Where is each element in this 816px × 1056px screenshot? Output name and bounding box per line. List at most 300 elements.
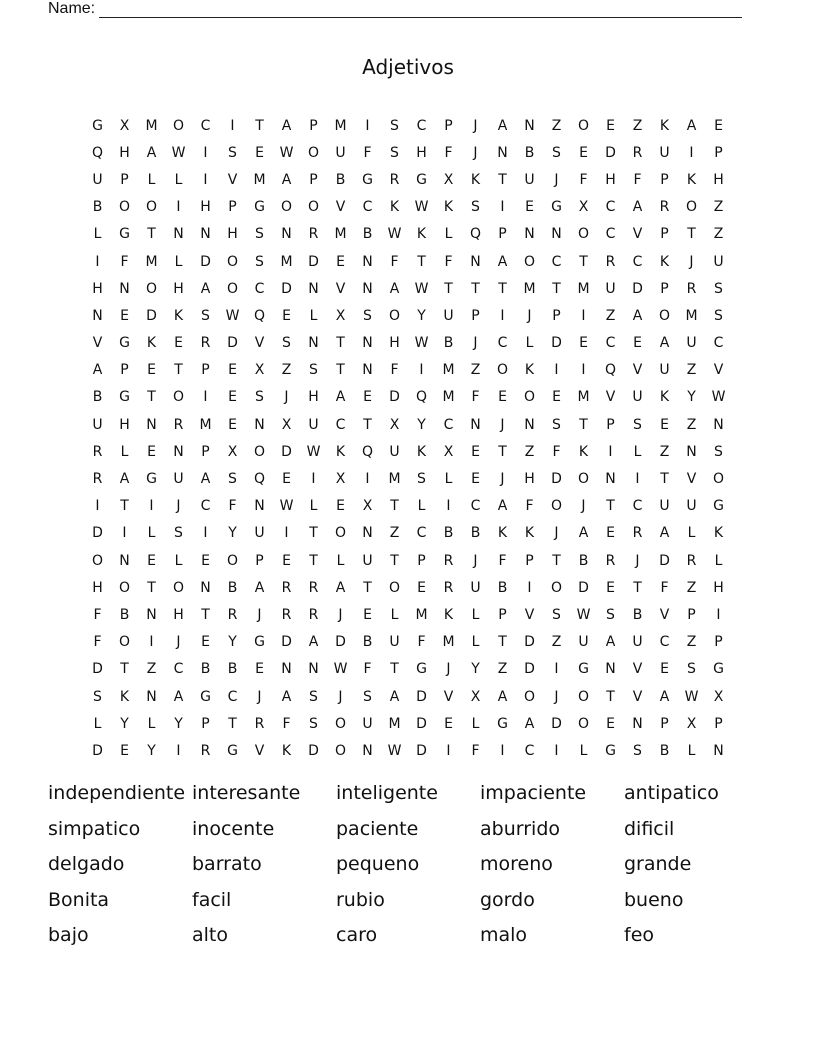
- grid-letter[interactable]: I: [689, 144, 694, 161]
- grid-letter[interactable]: C: [632, 253, 643, 270]
- grid-letter[interactable]: S: [714, 280, 723, 297]
- grid-letter[interactable]: J: [554, 688, 559, 705]
- grid-letter[interactable]: W: [414, 280, 429, 297]
- grid-letter[interactable]: O: [226, 280, 239, 297]
- grid-letter[interactable]: L: [714, 552, 723, 569]
- grid-letter[interactable]: E: [255, 661, 264, 678]
- grid-letter[interactable]: A: [146, 144, 157, 161]
- grid-letter[interactable]: G: [551, 199, 562, 216]
- grid-letter[interactable]: E: [471, 443, 480, 460]
- grid-letter[interactable]: D: [551, 471, 562, 488]
- grid-letter[interactable]: E: [471, 471, 480, 488]
- grid-letter[interactable]: B: [578, 552, 589, 569]
- grid-letter[interactable]: U: [686, 335, 697, 352]
- grid-letter[interactable]: D: [416, 742, 427, 759]
- grid-letter[interactable]: N: [119, 552, 130, 569]
- grid-letter[interactable]: M: [577, 280, 590, 297]
- grid-letter[interactable]: A: [632, 199, 643, 216]
- grid-letter[interactable]: R: [308, 606, 319, 623]
- grid-letter[interactable]: T: [363, 579, 372, 596]
- grid-letter[interactable]: B: [497, 579, 508, 596]
- grid-letter[interactable]: S: [714, 443, 723, 460]
- grid-letter[interactable]: J: [500, 416, 505, 433]
- grid-letter[interactable]: G: [119, 389, 130, 406]
- grid-letter[interactable]: Z: [659, 443, 670, 460]
- grid-letter[interactable]: C: [632, 498, 643, 515]
- grid-letter[interactable]: S: [552, 144, 561, 161]
- grid-letter[interactable]: S: [228, 471, 237, 488]
- grid-letter[interactable]: E: [282, 552, 291, 569]
- grid-letter[interactable]: V: [632, 688, 643, 705]
- grid-letter[interactable]: S: [93, 688, 102, 705]
- grid-letter[interactable]: I: [203, 389, 208, 406]
- grid-letter[interactable]: J: [554, 525, 559, 542]
- grid-letter[interactable]: E: [201, 552, 210, 569]
- grid-letter[interactable]: G: [362, 171, 373, 188]
- grid-letter[interactable]: L: [120, 443, 129, 460]
- grid-letter[interactable]: V: [524, 606, 535, 623]
- grid-letter[interactable]: A: [200, 280, 211, 297]
- grid-letter[interactable]: J: [689, 253, 694, 270]
- grid-letter[interactable]: Y: [417, 416, 426, 433]
- grid-letter[interactable]: W: [171, 144, 186, 161]
- grid-letter[interactable]: V: [632, 661, 643, 678]
- grid-letter[interactable]: S: [552, 416, 561, 433]
- grid-letter[interactable]: U: [362, 552, 373, 569]
- grid-letter[interactable]: H: [173, 280, 184, 297]
- grid-letter[interactable]: O: [334, 715, 347, 732]
- grid-letter[interactable]: B: [92, 389, 103, 406]
- grid-letter[interactable]: S: [363, 688, 372, 705]
- grid-letter[interactable]: W: [279, 144, 294, 161]
- grid-letter[interactable]: C: [605, 199, 616, 216]
- grid-letter[interactable]: O: [550, 579, 563, 596]
- grid-letter[interactable]: T: [120, 661, 129, 678]
- grid-letter[interactable]: O: [658, 307, 671, 324]
- grid-letter[interactable]: O: [577, 715, 590, 732]
- grid-letter[interactable]: K: [659, 253, 670, 270]
- grid-letter[interactable]: L: [93, 715, 102, 732]
- grid-letter[interactable]: A: [254, 579, 265, 596]
- grid-letter[interactable]: O: [253, 443, 266, 460]
- grid-letter[interactable]: T: [579, 253, 588, 270]
- grid-letter[interactable]: E: [201, 634, 210, 651]
- grid-letter[interactable]: V: [659, 606, 670, 623]
- grid-letter[interactable]: L: [174, 171, 183, 188]
- grid-letter[interactable]: H: [389, 335, 400, 352]
- grid-letter[interactable]: F: [471, 389, 480, 406]
- grid-letter[interactable]: T: [687, 226, 696, 243]
- grid-letter[interactable]: P: [201, 362, 210, 379]
- grid-letter[interactable]: L: [633, 443, 642, 460]
- grid-letter[interactable]: T: [498, 443, 507, 460]
- grid-letter[interactable]: D: [281, 634, 292, 651]
- grid-letter[interactable]: C: [524, 742, 535, 759]
- grid-letter[interactable]: N: [551, 226, 562, 243]
- grid-letter[interactable]: N: [713, 416, 724, 433]
- grid-letter[interactable]: Z: [146, 661, 157, 678]
- grid-letter[interactable]: G: [605, 742, 616, 759]
- grid-letter[interactable]: L: [444, 226, 453, 243]
- grid-letter[interactable]: F: [444, 253, 453, 270]
- grid-letter[interactable]: T: [498, 280, 507, 297]
- grid-letter[interactable]: T: [390, 498, 399, 515]
- grid-letter[interactable]: E: [444, 715, 453, 732]
- grid-letter[interactable]: D: [200, 253, 211, 270]
- grid-letter[interactable]: N: [470, 416, 481, 433]
- grid-letter[interactable]: O: [577, 688, 590, 705]
- grid-letter[interactable]: R: [92, 443, 103, 460]
- grid-letter[interactable]: W: [279, 498, 294, 515]
- grid-letter[interactable]: X: [335, 307, 346, 324]
- grid-letter[interactable]: J: [338, 688, 343, 705]
- grid-letter[interactable]: N: [173, 443, 184, 460]
- grid-letter[interactable]: L: [579, 742, 588, 759]
- grid-letter[interactable]: E: [336, 253, 345, 270]
- grid-letter[interactable]: J: [284, 389, 289, 406]
- grid-letter[interactable]: E: [228, 389, 237, 406]
- grid-letter[interactable]: I: [500, 199, 505, 216]
- grid-letter[interactable]: R: [173, 416, 184, 433]
- grid-letter[interactable]: N: [362, 362, 373, 379]
- grid-letter[interactable]: I: [365, 117, 370, 134]
- grid-letter[interactable]: R: [605, 552, 616, 569]
- grid-letter[interactable]: D: [551, 715, 562, 732]
- grid-letter[interactable]: M: [334, 226, 347, 243]
- grid-letter[interactable]: F: [93, 606, 102, 623]
- grid-letter[interactable]: D: [281, 280, 292, 297]
- grid-letter[interactable]: J: [500, 471, 505, 488]
- grid-letter[interactable]: C: [173, 661, 184, 678]
- grid-letter[interactable]: L: [147, 715, 156, 732]
- grid-letter[interactable]: R: [92, 471, 103, 488]
- grid-letter[interactable]: T: [660, 471, 669, 488]
- grid-letter[interactable]: F: [228, 498, 237, 515]
- grid-letter[interactable]: J: [527, 307, 532, 324]
- grid-letter[interactable]: Q: [415, 389, 428, 406]
- grid-letter[interactable]: S: [471, 199, 480, 216]
- grid-letter[interactable]: K: [443, 606, 454, 623]
- grid-letter[interactable]: V: [686, 471, 697, 488]
- grid-letter[interactable]: T: [390, 552, 399, 569]
- grid-letter[interactable]: E: [255, 144, 264, 161]
- grid-letter[interactable]: F: [363, 661, 372, 678]
- grid-letter[interactable]: O: [712, 471, 725, 488]
- grid-letter[interactable]: F: [282, 715, 291, 732]
- grid-letter[interactable]: R: [389, 171, 400, 188]
- grid-letter[interactable]: K: [281, 742, 292, 759]
- grid-letter[interactable]: N: [173, 226, 184, 243]
- grid-letter[interactable]: A: [281, 688, 292, 705]
- grid-letter[interactable]: K: [578, 443, 589, 460]
- grid-letter[interactable]: P: [255, 552, 264, 569]
- grid-letter[interactable]: E: [579, 335, 588, 352]
- grid-letter[interactable]: R: [254, 715, 265, 732]
- grid-letter[interactable]: H: [524, 471, 535, 488]
- grid-letter[interactable]: T: [390, 661, 399, 678]
- grid-letter[interactable]: B: [524, 144, 535, 161]
- grid-letter[interactable]: U: [389, 443, 400, 460]
- grid-letter[interactable]: O: [118, 199, 131, 216]
- grid-letter[interactable]: N: [254, 498, 265, 515]
- grid-letter[interactable]: P: [498, 226, 507, 243]
- grid-letter[interactable]: P: [228, 199, 237, 216]
- grid-letter[interactable]: E: [336, 498, 345, 515]
- grid-letter[interactable]: D: [659, 552, 670, 569]
- grid-letter[interactable]: P: [120, 171, 129, 188]
- grid-letter[interactable]: L: [174, 552, 183, 569]
- grid-letter[interactable]: N: [605, 471, 616, 488]
- grid-letter[interactable]: C: [713, 335, 724, 352]
- grid-letter[interactable]: I: [608, 443, 613, 460]
- grid-letter[interactable]: D: [308, 742, 319, 759]
- grid-letter[interactable]: Q: [253, 471, 266, 488]
- grid-letter[interactable]: I: [95, 498, 100, 515]
- grid-letter[interactable]: H: [416, 144, 427, 161]
- grid-letter[interactable]: W: [306, 443, 321, 460]
- grid-letter[interactable]: J: [473, 335, 478, 352]
- grid-letter[interactable]: X: [713, 688, 724, 705]
- grid-letter[interactable]: A: [497, 253, 508, 270]
- grid-letter[interactable]: I: [176, 199, 181, 216]
- grid-letter[interactable]: K: [524, 362, 535, 379]
- grid-letter[interactable]: T: [120, 498, 129, 515]
- grid-letter[interactable]: X: [227, 443, 238, 460]
- grid-letter[interactable]: O: [172, 117, 185, 134]
- grid-letter[interactable]: W: [333, 661, 348, 678]
- grid-letter[interactable]: K: [443, 199, 454, 216]
- grid-letter[interactable]: R: [308, 226, 319, 243]
- grid-letter[interactable]: E: [660, 661, 669, 678]
- grid-letter[interactable]: I: [716, 606, 721, 623]
- grid-letter[interactable]: S: [201, 307, 210, 324]
- grid-letter[interactable]: D: [308, 253, 319, 270]
- grid-letter[interactable]: S: [309, 688, 318, 705]
- grid-letter[interactable]: I: [122, 525, 127, 542]
- grid-letter[interactable]: H: [173, 606, 184, 623]
- grid-letter[interactable]: Z: [281, 362, 292, 379]
- name-field[interactable]: [48, 0, 742, 18]
- grid-letter[interactable]: C: [200, 498, 211, 515]
- grid-letter[interactable]: M: [145, 117, 158, 134]
- grid-letter[interactable]: H: [119, 416, 130, 433]
- grid-letter[interactable]: U: [632, 389, 643, 406]
- grid-letter[interactable]: A: [632, 307, 643, 324]
- grid-letter[interactable]: A: [659, 525, 670, 542]
- grid-letter[interactable]: C: [605, 335, 616, 352]
- grid-letter[interactable]: O: [388, 307, 401, 324]
- grid-letter[interactable]: I: [635, 471, 640, 488]
- grid-letter[interactable]: E: [120, 307, 129, 324]
- grid-letter[interactable]: V: [443, 688, 454, 705]
- grid-letter[interactable]: H: [119, 144, 130, 161]
- grid-letter[interactable]: N: [308, 335, 319, 352]
- grid-letter[interactable]: O: [334, 525, 347, 542]
- grid-letter[interactable]: U: [92, 171, 103, 188]
- grid-letter[interactable]: M: [199, 416, 212, 433]
- grid-letter[interactable]: Z: [686, 362, 697, 379]
- grid-letter[interactable]: E: [417, 579, 426, 596]
- grid-letter[interactable]: M: [442, 362, 455, 379]
- grid-letter[interactable]: D: [605, 144, 616, 161]
- grid-letter[interactable]: L: [174, 253, 183, 270]
- grid-letter[interactable]: A: [92, 362, 103, 379]
- grid-letter[interactable]: X: [443, 171, 454, 188]
- grid-letter[interactable]: T: [309, 552, 318, 569]
- grid-letter[interactable]: K: [713, 525, 724, 542]
- grid-letter[interactable]: E: [606, 525, 615, 542]
- grid-letter[interactable]: O: [280, 199, 293, 216]
- grid-letter[interactable]: U: [659, 498, 670, 515]
- grid-letter[interactable]: G: [119, 335, 130, 352]
- grid-letter[interactable]: G: [200, 688, 211, 705]
- grid-letter[interactable]: N: [362, 525, 373, 542]
- grid-letter[interactable]: N: [362, 742, 373, 759]
- grid-letter[interactable]: V: [713, 362, 724, 379]
- grid-letter[interactable]: Y: [174, 715, 183, 732]
- grid-letter[interactable]: O: [577, 226, 590, 243]
- grid-letter[interactable]: I: [527, 579, 532, 596]
- grid-letter[interactable]: S: [174, 525, 183, 542]
- grid-letter[interactable]: C: [470, 498, 481, 515]
- grid-letter[interactable]: Q: [91, 144, 104, 161]
- grid-letter[interactable]: T: [498, 171, 507, 188]
- grid-letter[interactable]: P: [444, 117, 453, 134]
- grid-letter[interactable]: B: [362, 226, 373, 243]
- grid-letter[interactable]: B: [335, 171, 346, 188]
- grid-letter[interactable]: V: [632, 226, 643, 243]
- grid-letter[interactable]: I: [554, 742, 559, 759]
- grid-letter[interactable]: Q: [361, 443, 374, 460]
- grid-letter[interactable]: G: [578, 661, 589, 678]
- grid-letter[interactable]: Z: [713, 226, 724, 243]
- grid-letter[interactable]: A: [659, 688, 670, 705]
- grid-letter[interactable]: F: [498, 552, 507, 569]
- grid-letter[interactable]: M: [442, 389, 455, 406]
- grid-letter[interactable]: M: [523, 280, 536, 297]
- grid-letter[interactable]: C: [497, 335, 508, 352]
- grid-letter[interactable]: M: [388, 715, 401, 732]
- grid-letter[interactable]: U: [335, 144, 346, 161]
- grid-letter[interactable]: O: [496, 362, 509, 379]
- grid-letter[interactable]: Q: [253, 307, 266, 324]
- grid-letter[interactable]: J: [338, 606, 343, 623]
- grid-letter[interactable]: F: [363, 144, 372, 161]
- grid-letter[interactable]: L: [336, 552, 345, 569]
- grid-letter[interactable]: U: [578, 634, 589, 651]
- grid-letter[interactable]: X: [254, 362, 265, 379]
- grid-letter[interactable]: F: [120, 253, 129, 270]
- grid-letter[interactable]: L: [417, 498, 426, 515]
- grid-letter[interactable]: U: [389, 634, 400, 651]
- grid-letter[interactable]: E: [147, 443, 156, 460]
- grid-letter[interactable]: B: [632, 606, 643, 623]
- grid-letter[interactable]: H: [605, 171, 616, 188]
- grid-letter[interactable]: A: [389, 688, 400, 705]
- grid-letter[interactable]: M: [388, 471, 401, 488]
- grid-letter[interactable]: P: [714, 715, 723, 732]
- grid-letter[interactable]: O: [145, 199, 158, 216]
- grid-letter[interactable]: C: [443, 416, 454, 433]
- grid-letter[interactable]: B: [200, 661, 211, 678]
- grid-letter[interactable]: K: [470, 171, 481, 188]
- grid-letter[interactable]: J: [176, 498, 181, 515]
- grid-letter[interactable]: B: [443, 335, 454, 352]
- grid-letter[interactable]: B: [227, 661, 238, 678]
- grid-letter[interactable]: M: [577, 389, 590, 406]
- grid-letter[interactable]: Y: [147, 742, 156, 759]
- grid-letter[interactable]: K: [659, 117, 670, 134]
- grid-letter[interactable]: S: [390, 117, 399, 134]
- grid-letter[interactable]: O: [307, 144, 320, 161]
- grid-letter[interactable]: B: [119, 606, 130, 623]
- grid-letter[interactable]: T: [363, 416, 372, 433]
- grid-letter[interactable]: G: [254, 199, 265, 216]
- grid-letter[interactable]: U: [524, 171, 535, 188]
- grid-letter[interactable]: P: [606, 416, 615, 433]
- grid-letter[interactable]: E: [498, 389, 507, 406]
- grid-letter[interactable]: A: [173, 688, 184, 705]
- grid-letter[interactable]: B: [92, 199, 103, 216]
- grid-letter[interactable]: E: [282, 307, 291, 324]
- grid-letter[interactable]: F: [417, 634, 426, 651]
- grid-letter[interactable]: R: [443, 552, 454, 569]
- grid-letter[interactable]: O: [226, 253, 239, 270]
- grid-letter[interactable]: N: [200, 226, 211, 243]
- grid-letter[interactable]: U: [605, 280, 616, 297]
- grid-letter[interactable]: T: [471, 280, 480, 297]
- grid-letter[interactable]: E: [363, 606, 372, 623]
- grid-letter[interactable]: R: [281, 606, 292, 623]
- grid-letter[interactable]: C: [659, 634, 670, 651]
- grid-letter[interactable]: I: [203, 525, 208, 542]
- grid-letter[interactable]: T: [228, 715, 237, 732]
- grid-letter[interactable]: M: [334, 117, 347, 134]
- grid-letter[interactable]: N: [686, 443, 697, 460]
- grid-letter[interactable]: Z: [686, 416, 697, 433]
- grid-letter[interactable]: O: [577, 117, 590, 134]
- grid-letter[interactable]: O: [307, 199, 320, 216]
- grid-letter[interactable]: X: [335, 471, 346, 488]
- grid-letter[interactable]: N: [200, 579, 211, 596]
- grid-letter[interactable]: F: [660, 579, 669, 596]
- grid-letter[interactable]: L: [390, 606, 399, 623]
- grid-letter[interactable]: U: [254, 525, 265, 542]
- grid-letter[interactable]: W: [414, 199, 429, 216]
- grid-letter[interactable]: D: [551, 335, 562, 352]
- grid-letter[interactable]: J: [635, 552, 640, 569]
- grid-letter[interactable]: W: [225, 307, 240, 324]
- grid-letter[interactable]: G: [227, 742, 238, 759]
- grid-letter[interactable]: O: [550, 498, 563, 515]
- grid-letter[interactable]: A: [281, 117, 292, 134]
- grid-letter[interactable]: A: [335, 389, 346, 406]
- grid-letter[interactable]: D: [146, 307, 157, 324]
- grid-letter[interactable]: I: [203, 144, 208, 161]
- grid-letter[interactable]: N: [524, 117, 535, 134]
- grid-letter[interactable]: H: [92, 280, 103, 297]
- grid-letter[interactable]: D: [335, 634, 346, 651]
- grid-letter[interactable]: H: [713, 579, 724, 596]
- grid-letter[interactable]: L: [471, 606, 480, 623]
- grid-letter[interactable]: I: [284, 525, 289, 542]
- grid-letter[interactable]: R: [227, 606, 238, 623]
- grid-letter[interactable]: C: [254, 280, 265, 297]
- grid-letter[interactable]: U: [470, 579, 481, 596]
- grid-letter[interactable]: P: [525, 552, 534, 569]
- grid-letter[interactable]: J: [473, 552, 478, 569]
- grid-letter[interactable]: N: [605, 661, 616, 678]
